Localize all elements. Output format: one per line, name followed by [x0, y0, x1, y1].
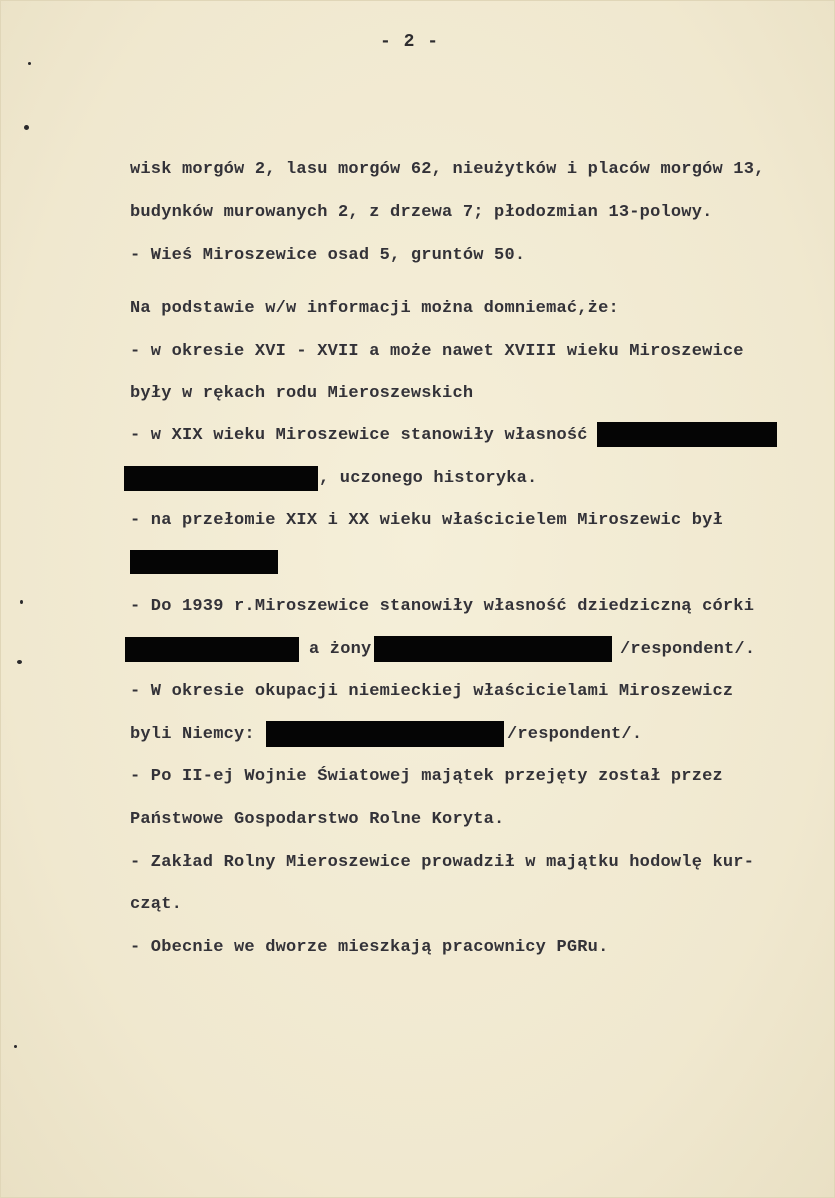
text-line: - w XIX wieku Miroszewice stanowiły własność — [130, 426, 588, 445]
redaction-block — [130, 550, 278, 574]
redaction-block — [124, 466, 318, 491]
redaction-block — [266, 721, 504, 747]
text-line: - Po II-ej Wojnie Światowej majątek przejęty został przez — [130, 767, 723, 786]
text-line: /respondent/. — [507, 725, 643, 744]
speck-mark — [14, 1045, 17, 1048]
text-line: - Wieś Miroszewice osad 5, gruntów 50. — [130, 246, 526, 265]
text-line: , uczonego historyka. — [319, 469, 538, 488]
redaction-block — [125, 637, 299, 662]
text-line: a żony — [309, 640, 372, 659]
text-line: Państwowe Gospodarstwo Rolne Koryta. — [130, 810, 505, 829]
text-line: - na przełomie XIX i XX wieku właścicielem Miroszewic był — [130, 511, 723, 530]
text-line: /respondent/. — [620, 640, 756, 659]
text-line: - Zakład Rolny Mieroszewice prowadził w majątku hodowlę kur- — [130, 853, 755, 872]
redaction-block — [374, 636, 612, 662]
text-line: - Obecnie we dworze mieszkają pracownicy PGRu. — [130, 938, 609, 957]
text-line: - W okresie okupacji niemieckiej właścicielami Miroszewicz — [130, 682, 734, 701]
text-line: cząt. — [130, 895, 183, 914]
speck-mark — [17, 660, 22, 664]
text-line: byli Niemcy: — [130, 725, 255, 744]
text-line: budynków murowanych 2, z drzewa 7; płodozmian 13-polowy. — [130, 203, 713, 222]
text-line: - Do 1939 r.Miroszewice stanowiły własność dziedziczną córki — [130, 597, 755, 616]
redaction-block — [597, 422, 777, 447]
text-line: wisk morgów 2, lasu morgów 62, nieużytków i placów morgów 13, — [130, 160, 765, 179]
speck-mark — [24, 125, 29, 130]
page-number: - 2 - — [380, 32, 440, 52]
speck-mark — [20, 600, 23, 604]
text-line: Na podstawie w/w informacji można domniemać,że: — [130, 299, 619, 318]
text-line: - w okresie XVI - XVII a może nawet XVIII wieku Miroszewice — [130, 342, 744, 361]
speck-mark — [28, 62, 31, 65]
text-line: były w rękach rodu Mieroszewskich — [130, 384, 474, 403]
